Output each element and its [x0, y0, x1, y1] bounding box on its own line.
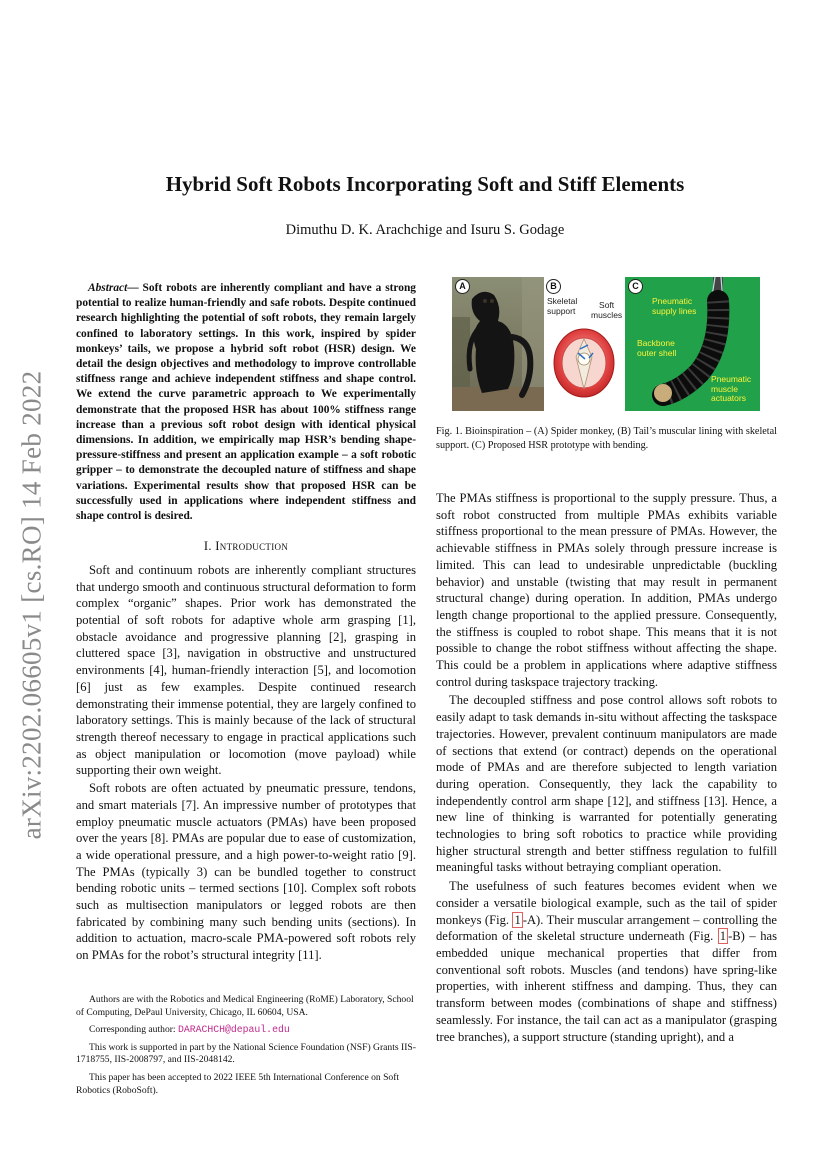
right-paragraph-2: The decoupled stiffness and pose control allows soft robots to easily adapt to task demands in-situ without affecting the taskspace trajectories. However, prevalent continuum manipulators are made of sections that extend (or contract) depends on the operational mode of PMAs and are therefore subjected to length variation during operation. Consequently, they lack the capability to independently control arm shape [12], and stiffness [13]. Hence, a new line of thinking is warranted for potentially generating technologies to bring soft robotics to practice while providing higher structural strength and better stiffness regulation to fulfill meaningful tasks without betraying compliant operation.: [436, 693, 777, 875]
label-muscle-line1: Pneumatic: [711, 374, 752, 384]
figure-1-ref-link[interactable]: 1: [514, 912, 521, 927]
label-skeletal-support-line2: support: [547, 305, 576, 316]
right-column: [436, 490, 777, 1045]
label-pneumatic-supply-line1: Pneumatic: [652, 296, 693, 306]
right-paragraph-3-part-c: -B) – has embedded unique mechanical properties that differ from conventional soft robots. Muscles (and tendons) have spring-like properties, with inherent stiffness and damping. Thus, they can transform between modes (combinations of shape and stiffness) seamlessly. For instance, the tail can act as a manipulator (grasping tree branches), a support structure (standing upright), and a: [436, 929, 777, 1044]
footnote-funding: This work is supported in part by the National Science Foundation (NSF) Grants IIS-1718755, IIS-2008797, and IIS-2048142.: [76, 1041, 416, 1066]
corresponding-label: Corresponding author:: [89, 1024, 178, 1036]
intro-paragraph-2: Soft robots are often actuated by pneumatic pressure, tendons, and smart materials [7]. An impressive number of prototypes that employ pneumatic muscle actuators (PMAs) have been proposed over the years [8]. PMAs are popular due to ease of customization, a wide operational pressure, and a high power-to-weight ratio [9]. The PMAs (typically 3) can be bundled together to construct bending robotic units – termed sections [10]. Complex soft robots such as multisection manipulators or legged robots are then fabricated by combining many such bending units (sections). In addition to actuation, macro-scale PMA-powered soft robots rely on PMAs for the robot’s structural integrity [11].: [76, 781, 416, 963]
panel-label-c: C: [628, 279, 643, 294]
footnote-corresponding: [76, 1024, 416, 1037]
figure-1: [452, 277, 760, 411]
label-muscle-line2: muscle: [711, 383, 738, 394]
label-backbone-line2: outer shell: [637, 347, 677, 358]
label-backbone-outer-shell: [637, 339, 676, 358]
footnote-acceptance: This paper has been accepted to 2022 IEEE 5th International Conference on Soft Robotics (RoboSoft).: [76, 1071, 400, 1096]
panel-label-b: B: [546, 279, 561, 294]
paper-authors: Dimuthu D. K. Arachchige and Isuru S. Godage: [285, 222, 565, 238]
figure-1-ref-link[interactable]: 1: [719, 929, 727, 944]
label-soft-muscles: [591, 301, 622, 320]
footnote-affiliation: Authors are with the Robotics and Medical Engineering (RoME) Laboratory, School of Computing, DePaul University, Chicago, IL 60604, USA.: [76, 994, 414, 1018]
right-paragraph-3-part-a: The usefulness of such features becomes evident when we consider a versatile biological example, such as the tail of spider monkeys (Fig.: [436, 879, 777, 927]
figure-1-caption: Fig. 1. Bioinspiration – (A) Spider monkey, (B) Tail’s muscular lining with skeletal support. (C) Proposed HSR prototype with bending.: [436, 426, 777, 451]
paper-title: Hybrid Soft Robots Incorporating Soft and Stiff Elements: [165, 172, 685, 196]
arxiv-identifier: arXiv:2202.06605v1 [cs.RO] 14 Feb 2022: [16, 370, 47, 840]
label-soft-muscles-line1: Soft: [599, 300, 615, 310]
right-paragraph-3-part-b: -A). Their muscular arrangement – controlling the deformation of the skeletal structure underneath (Fig.: [436, 912, 778, 944]
abstract: [76, 281, 416, 524]
left-column: [76, 281, 416, 964]
spider-monkey-image: [452, 277, 544, 411]
introduction-body: [76, 562, 416, 964]
label-backbone-line1: Backbone: [637, 338, 675, 348]
right-paragraph-1: The PMAs stiffness is proportional to the supply pressure. Thus, a soft robot constructed from multiple PMAs exhibits variable stiffness proportional to the mean pressure of PMAs. However, the achievable stiffness in PMAs solely through pressure increase is limited. This can lead to undesirable unpredictable (buckling behavior) and unstable (twisting that may result in permanent structural change) during operation. In addition, PMAs undergo length change proportional to the applied pressure. Consequently, the stiffness is coupled to robot shape. This means that it is not possible to change the robot stiffness without affecting the shape. This could be a problem in applications where adaptive stiffness control during taskspace trajectory tracking.: [436, 491, 777, 689]
intro-paragraph-1: Soft and continuum robots are inherently compliant structures that undergo smooth and continuous structural deformation to form complex “organic” shapes. Prior work has demonstrated the potential of soft robots for adaptive whole arm grasping [1], obstacle avoidance and progressive planning [2], grasping in cluttered space [3], navigation in obstructive and unstructured environments [4], human-friendly interaction [5], and locomotion [6] just as few examples. Despite continued research demonstrating their immense potential, they are largely confined to laboratory settings. This is mainly because of the lack of structural strength thereof necessary to engage in practical applications such as object manipulation or locomotion (move payload) while supporting their own weight.: [76, 562, 416, 778]
arxiv-stamp: [12, 360, 52, 850]
footnotes: [76, 994, 416, 1102]
abstract-label: Abstract: [88, 282, 128, 294]
label-pneumatic-supply-line2: supply lines: [652, 305, 697, 316]
label-soft-muscles-line2: muscles: [591, 309, 623, 320]
label-skeletal-support-line1: Skeletal: [547, 296, 578, 306]
right-paragraph-3: [436, 878, 777, 1045]
panel-label-a: A: [455, 279, 470, 294]
abstract-text: — Soft robots are inherently compliant and have a strong potential to realize human-friendly and safe robots. Despite continued research highlighting the potential of soft robots, they remain largely confined to laboratory settings. In this work, inspired by spider monkeys’ tails, we propose a hybrid soft robot (HSR) design. We detail the design objectives and methodology to improve controllable stiffness range and achieve independent stiffness and shape control. We extend the curve parametric approach to We experimentally demonstrate that the proposed HSR has about 100% stiffness range increase than a previous soft robot design with identical physical dimensions. In addition, we empirically map HSR’s bending shape-pressure-stiffness and present an application example – a soft robotic gripper – to demonstrate the decoupled nature of stiffness and shape variations. Experimental results show that proposed HSR can be successfully used in applications where independent stiffness and shape control is desired.: [76, 282, 416, 523]
label-muscle-line3: actuators: [711, 393, 746, 403]
label-skeletal-support: [547, 297, 577, 316]
label-pneumatic-muscle-actuators: [711, 375, 751, 404]
figure-panel-c: [625, 277, 760, 411]
section-heading-introduction: I. Introduction: [203, 539, 289, 554]
figure-panel-b: [544, 277, 623, 411]
corresponding-email-link[interactable]: DARACHCH@depaul.edu: [178, 1024, 290, 1036]
label-pneumatic-supply-lines: [652, 297, 696, 316]
figure-panel-a: [452, 277, 544, 411]
